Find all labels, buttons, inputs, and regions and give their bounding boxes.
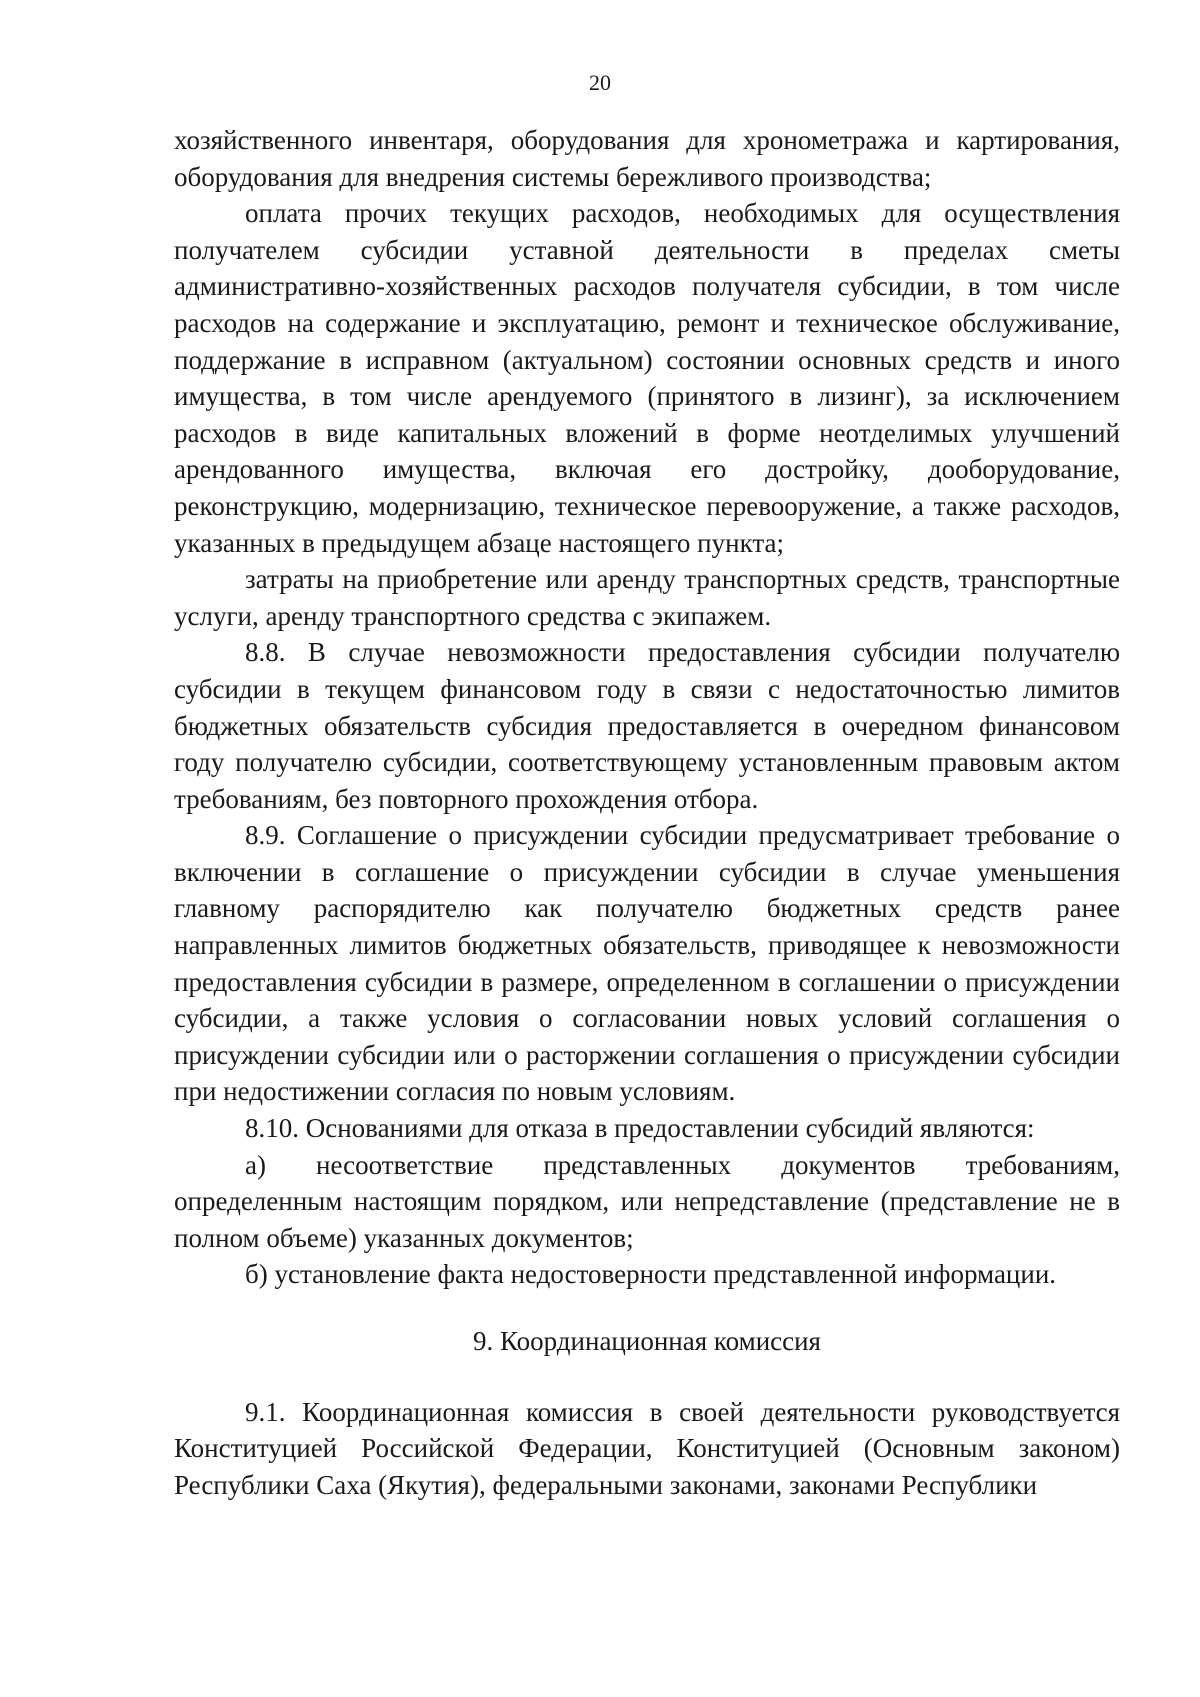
section-title: 9. Координационная комиссия [473,1326,821,1356]
paragraph-clause-8-10: 8.10. Основаниями для отказа в предоставлении субсидий являются: [245,1113,1035,1144]
paragraph-other-expenses: оплата прочих текущих расходов, необходимых для осуществления получателем субсидии уставной деятельности в пределах сметы административно-хозяйственных расходов получателя субсидии, в том числе расходов на содержание и эксплуатацию, ремонт и техническое обслуживание, поддержание в исправном (актуальном) состоянии основных средств и иного имущества, в том числе арендуемого (принятого в лизинг), за исключением расходов в виде капитальных вложений в форме неотделимых улучшений арендованного имущества, включая его достройку, дооборудование, реконструкцию, модернизацию, техническое перевооружение, а также расходов, указанных в предыдущем абзаце настоящего пункта; [174,198,1120,558]
paragraph-clause-8-10-a: а) несоответствие представленных документов требованиям, определенным настоящим порядком, или непредставление (представление не в полном объеме) указанных документов; [174,1149,1120,1253]
paragraph-clause-8-10-b: б) установление факта недостоверности представленной информации. [245,1259,1057,1290]
paragraph-continuation: хозяйственного инвентаря, оборудования для хронометража и картирования, оборудования для внедрения системы бережливого производства; [174,125,1120,192]
paragraph-clause-9-1: 9.1. Координационная комиссия в своей деятельности руководствуется Конституцией Российской Федерации, Конституцией (Основным законом) Республики Саха (Якутия), федеральными законами, законами Республики [174,1396,1120,1500]
page-number: 20 [589,70,611,95]
document-body [174,122,1120,1503]
paragraph-transport-costs: затраты на приобретение или аренду транспортных средств, транспортные услуги, аренду транспортного средства с экипажем. [174,564,1120,631]
paragraph-clause-8-8: 8.8. В случае невозможности предоставления субсидии получателю субсидии в текущем финансовом году в связи с недостаточностью лимитов бюджетных обязательств субсидия предоставляется в очередном финансовом году получателю субсидии, соответствующему установленным правовым актом требованиям, без повторного прохождения отбора. [174,637,1120,814]
paragraph-clause-8-9: 8.9. Соглашение о присуждении субсидии предусматривает требование о включении в соглашение о присуждении субсидии в случае уменьшения главному распорядителю как получателю бюджетных средств ранее направленных лимитов бюджетных обязательств, приводящее к невозможности предоставления субсидии в размере, определенном в соглашении о присуждении субсидии, а также условия о согласовании новых условий соглашения о присуждении субсидии или о расторжении соглашения о присуждении субсидии при недостижении согласия по новым условиям. [174,820,1120,1107]
